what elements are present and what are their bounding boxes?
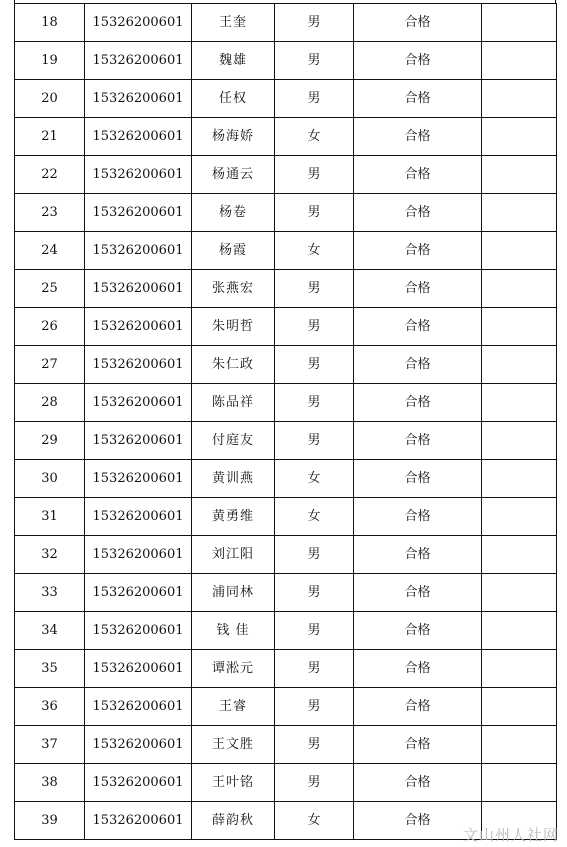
result-cell: 合格: [354, 270, 482, 308]
result-cell: 合格: [354, 726, 482, 764]
gender-cell: 男: [275, 308, 354, 346]
candidate-name-cell: 刘江阳: [192, 536, 275, 574]
gender-cell: 男: [275, 726, 354, 764]
candidate-name-cell: 浦同林: [192, 574, 275, 612]
remarks-cell: [482, 612, 557, 650]
results-table-body: [15, 4, 557, 840]
result-cell: 合格: [354, 232, 482, 270]
table-row: [15, 688, 557, 726]
exam-id-cell: 15326200601: [85, 270, 192, 308]
remarks-cell: [482, 764, 557, 802]
result-cell: 合格: [354, 346, 482, 384]
gender-cell: 男: [275, 42, 354, 80]
row-number-cell: 21: [15, 118, 85, 156]
remarks-cell: [482, 726, 557, 764]
row-number-cell: 20: [15, 80, 85, 118]
gender-cell: 男: [275, 574, 354, 612]
candidate-name-cell: 任权: [192, 80, 275, 118]
exam-id-cell: 15326200601: [85, 42, 192, 80]
candidate-name-cell: 王叶铭: [192, 764, 275, 802]
table-row: [15, 612, 557, 650]
candidate-name-cell: 陈品祥: [192, 384, 275, 422]
table-row: [15, 574, 557, 612]
table-row: [15, 650, 557, 688]
candidate-name-cell: 杨霞: [192, 232, 275, 270]
gender-cell: 男: [275, 80, 354, 118]
exam-id-cell: 15326200601: [85, 346, 192, 384]
remarks-cell: [482, 346, 557, 384]
gender-cell: 女: [275, 232, 354, 270]
candidate-name-cell: 薛韵秋: [192, 802, 275, 840]
table-row: [15, 42, 557, 80]
candidate-name-cell: 朱明哲: [192, 308, 275, 346]
exam-id-cell: 15326200601: [85, 422, 192, 460]
exam-id-cell: 15326200601: [85, 460, 192, 498]
exam-id-cell: 15326200601: [85, 612, 192, 650]
result-cell: 合格: [354, 612, 482, 650]
row-number-cell: 38: [15, 764, 85, 802]
row-number-cell: 32: [15, 536, 85, 574]
row-number-cell: 31: [15, 498, 85, 536]
table-row: [15, 726, 557, 764]
exam-id-cell: 15326200601: [85, 574, 192, 612]
row-number-cell: 23: [15, 194, 85, 232]
gender-cell: 男: [275, 384, 354, 422]
result-cell: 合格: [354, 384, 482, 422]
result-cell: 合格: [354, 574, 482, 612]
exam-id-cell: 15326200601: [85, 764, 192, 802]
result-cell: 合格: [354, 308, 482, 346]
candidate-name-cell: 朱仁政: [192, 346, 275, 384]
row-number-cell: 18: [15, 4, 85, 42]
exam-id-cell: 15326200601: [85, 384, 192, 422]
table-row: [15, 498, 557, 536]
candidate-name-cell: 王睿: [192, 688, 275, 726]
candidate-name-cell: 王奎: [192, 4, 275, 42]
gender-cell: 女: [275, 498, 354, 536]
exam-id-cell: 15326200601: [85, 156, 192, 194]
remarks-cell: [482, 460, 557, 498]
candidate-name-cell: 杨通云: [192, 156, 275, 194]
gender-cell: 男: [275, 612, 354, 650]
table-row: [15, 460, 557, 498]
remarks-cell: [482, 80, 557, 118]
candidate-name-cell: 付庭友: [192, 422, 275, 460]
gender-cell: 男: [275, 688, 354, 726]
table-row: [15, 156, 557, 194]
remarks-cell: [482, 4, 557, 42]
candidate-name-cell: 杨卷: [192, 194, 275, 232]
remarks-cell: [482, 118, 557, 156]
results-table: [14, 3, 557, 840]
result-cell: 合格: [354, 460, 482, 498]
result-cell: 合格: [354, 650, 482, 688]
exam-id-cell: 15326200601: [85, 802, 192, 840]
candidate-name-cell: 杨海娇: [192, 118, 275, 156]
row-number-cell: 24: [15, 232, 85, 270]
site-watermark: 文山州人社网: [462, 826, 559, 844]
result-cell: 合格: [354, 4, 482, 42]
exam-id-cell: 15326200601: [85, 4, 192, 42]
candidate-name-cell: 谭淞元: [192, 650, 275, 688]
candidate-name-cell: 魏雄: [192, 42, 275, 80]
gender-cell: 男: [275, 346, 354, 384]
remarks-cell: [482, 384, 557, 422]
gender-cell: 女: [275, 460, 354, 498]
gender-cell: 女: [275, 118, 354, 156]
table-row: [15, 118, 557, 156]
row-number-cell: 37: [15, 726, 85, 764]
result-cell: 合格: [354, 42, 482, 80]
row-number-cell: 35: [15, 650, 85, 688]
candidate-name-cell: 黄训燕: [192, 460, 275, 498]
row-number-cell: 25: [15, 270, 85, 308]
result-cell: 合格: [354, 118, 482, 156]
gender-cell: 男: [275, 194, 354, 232]
result-cell: 合格: [354, 498, 482, 536]
result-cell: 合格: [354, 194, 482, 232]
row-number-cell: 19: [15, 42, 85, 80]
result-cell: 合格: [354, 80, 482, 118]
result-cell: 合格: [354, 764, 482, 802]
remarks-cell: [482, 194, 557, 232]
table-row: [15, 232, 557, 270]
candidate-name-cell: 钱 佳: [192, 612, 275, 650]
gender-cell: 男: [275, 156, 354, 194]
row-number-cell: 28: [15, 384, 85, 422]
remarks-cell: [482, 574, 557, 612]
exam-id-cell: 15326200601: [85, 688, 192, 726]
table-row: [15, 346, 557, 384]
exam-id-cell: 15326200601: [85, 80, 192, 118]
gender-cell: 男: [275, 650, 354, 688]
gender-cell: 男: [275, 4, 354, 42]
exam-id-cell: 15326200601: [85, 650, 192, 688]
gender-cell: 男: [275, 536, 354, 574]
candidate-name-cell: 张燕宏: [192, 270, 275, 308]
result-cell: 合格: [354, 422, 482, 460]
exam-id-cell: 15326200601: [85, 308, 192, 346]
candidate-name-cell: 黄勇维: [192, 498, 275, 536]
row-number-cell: 27: [15, 346, 85, 384]
result-cell: 合格: [354, 156, 482, 194]
exam-id-cell: 15326200601: [85, 118, 192, 156]
table-row: [15, 270, 557, 308]
table-row: [15, 536, 557, 574]
exam-id-cell: 15326200601: [85, 232, 192, 270]
table-row: [15, 194, 557, 232]
row-number-cell: 34: [15, 612, 85, 650]
row-number-cell: 26: [15, 308, 85, 346]
gender-cell: 男: [275, 270, 354, 308]
gender-cell: 男: [275, 764, 354, 802]
table-row: [15, 764, 557, 802]
remarks-cell: [482, 308, 557, 346]
remarks-cell: [482, 42, 557, 80]
table-row: [15, 80, 557, 118]
exam-id-cell: 15326200601: [85, 194, 192, 232]
row-number-cell: 29: [15, 422, 85, 460]
table-row: [15, 4, 557, 42]
table-row: [15, 308, 557, 346]
row-number-cell: 30: [15, 460, 85, 498]
exam-id-cell: 15326200601: [85, 536, 192, 574]
gender-cell: 男: [275, 422, 354, 460]
result-cell: 合格: [354, 802, 482, 840]
row-number-cell: 22: [15, 156, 85, 194]
remarks-cell: [482, 498, 557, 536]
table-row: [15, 422, 557, 460]
row-number-cell: 36: [15, 688, 85, 726]
candidate-name-cell: 王文胜: [192, 726, 275, 764]
remarks-cell: [482, 650, 557, 688]
remarks-cell: [482, 156, 557, 194]
gender-cell: 女: [275, 802, 354, 840]
exam-id-cell: 15326200601: [85, 498, 192, 536]
remarks-cell: [482, 688, 557, 726]
table-row: [15, 384, 557, 422]
remarks-cell: [482, 232, 557, 270]
row-number-cell: 39: [15, 802, 85, 840]
remarks-cell: [482, 422, 557, 460]
remarks-cell: [482, 536, 557, 574]
remarks-cell: [482, 270, 557, 308]
exam-id-cell: 15326200601: [85, 726, 192, 764]
row-number-cell: 33: [15, 574, 85, 612]
result-cell: 合格: [354, 536, 482, 574]
result-cell: 合格: [354, 688, 482, 726]
